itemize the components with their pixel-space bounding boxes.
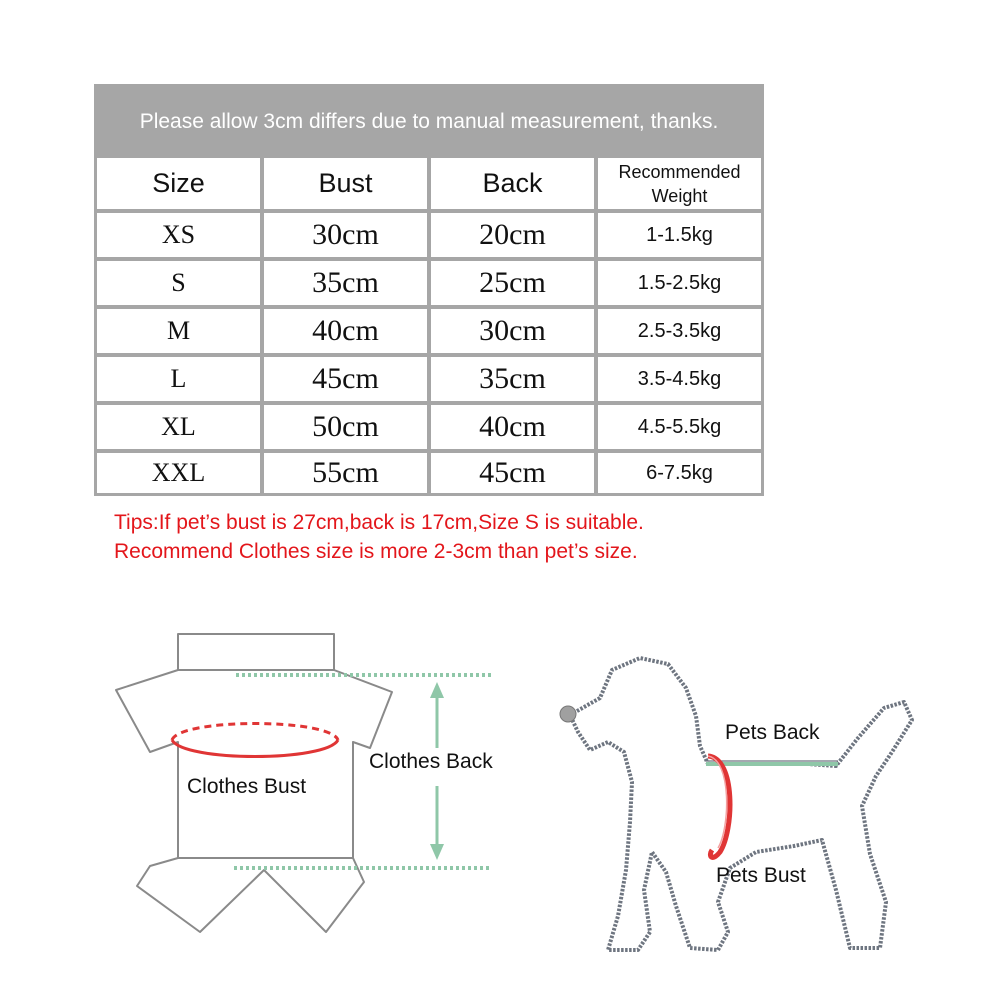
table-row-size: M (97, 309, 260, 353)
table-row-bust: 55cm (264, 453, 427, 493)
table-row-size: XS (97, 213, 260, 257)
table-row-size: XXL (97, 453, 260, 493)
header-weight-line2: Weight (651, 185, 708, 206)
table-row-bust: 35cm (264, 261, 427, 305)
table-row-back: 35cm (431, 357, 594, 401)
tips-line-1: Tips:If pet’s bust is 27cm,back is 17cm,Size S is suitable. (114, 511, 644, 534)
dog-diagram (540, 640, 960, 970)
clothes-collar-shape (178, 634, 334, 670)
pets-back-label: Pets Back (725, 721, 820, 744)
table-row-back: 25cm (431, 261, 594, 305)
table-row-weight: 4.5-5.5kg (598, 405, 761, 449)
header-size: Size (97, 158, 260, 209)
clothes-back-arrowhead-up (430, 682, 444, 698)
table-row-weight: 3.5-4.5kg (598, 357, 761, 401)
table-row-weight: 6-7.5kg (598, 453, 761, 493)
table-row-back: 20cm (431, 213, 594, 257)
table-row-bust: 40cm (264, 309, 427, 353)
clothes-bust-label: Clothes Bust (187, 775, 307, 798)
tips-line-2: Recommend Clothes size is more 2-3cm than pet’s size. (114, 540, 638, 563)
table-row-bust: 45cm (264, 357, 427, 401)
table-row-back: 40cm (431, 405, 594, 449)
dog-nose-icon (560, 706, 576, 722)
clothes-back-label: Clothes Back (369, 750, 493, 773)
table-row-bust: 50cm (264, 405, 427, 449)
measurement-note-banner: Please allow 3cm differs due to manual measurement, thanks. (139, 110, 719, 133)
header-back: Back (431, 158, 594, 209)
clothes-back-arrowhead-down (430, 844, 444, 860)
table-row-bust: 30cm (264, 213, 427, 257)
clothes-legs-shape (137, 858, 364, 932)
header-weight-line1: Recommended (618, 161, 741, 182)
pets-bust-label: Pets Bust (716, 864, 806, 887)
table-row-back: 45cm (431, 453, 594, 493)
table-row-weight: 1.5-2.5kg (598, 261, 761, 305)
header-recommended-weight (598, 158, 761, 209)
header-bust: Bust (264, 158, 427, 209)
size-chart-table (94, 84, 764, 496)
table-row-size: S (97, 261, 260, 305)
table-row-back: 30cm (431, 309, 594, 353)
table-row-size: L (97, 357, 260, 401)
clothes-body-shape (116, 670, 392, 858)
table-row-size: XL (97, 405, 260, 449)
dog-outline (570, 658, 912, 950)
table-row-weight: 1-1.5kg (598, 213, 761, 257)
sizing-tips (114, 508, 644, 566)
table-row-weight: 2.5-3.5kg (598, 309, 761, 353)
